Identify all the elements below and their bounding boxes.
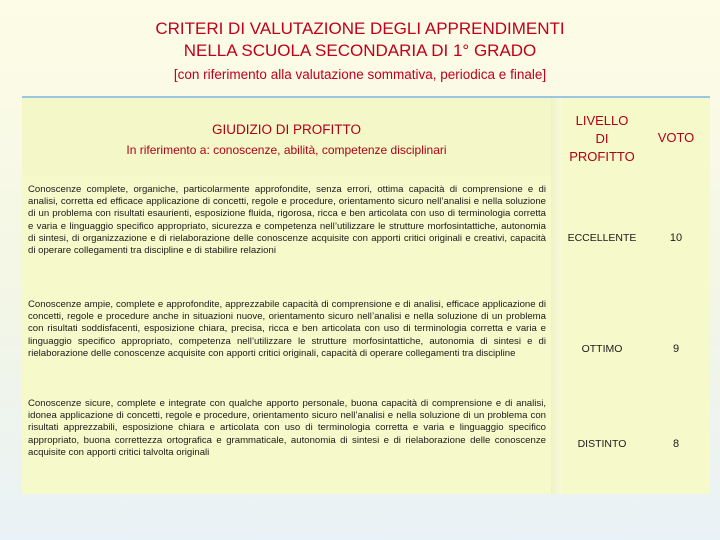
evaluation-table <box>22 96 710 494</box>
header-livello-line2: DI <box>595 131 609 146</box>
row-description: Conoscenze ampie, complete e approfondite, apprezzabile capacità di comprensione e di analisi, efficace applicazione di concetti, regole e procedure anche in situazioni nuove, orientamento sicuro nell’analisi e nella soluzione di un problema con risultati soddisfacenti, esposizione chiara, precisa, ricca e ben articolata con uso di terminologia corretta e varia e linguaggio specifico appropriato, competenza nell’utilizzare le strutture morfosintattiche, autonomia di sintesi e di rielaborazione delle conoscenze acquisite con apporti critici originali, capacità di operare collegamenti tra discipline <box>28 299 546 359</box>
header-livello <box>562 112 642 166</box>
column-divider <box>551 98 562 494</box>
row-level: DISTINTO <box>577 438 627 450</box>
row-level: OTTIMO <box>581 343 623 355</box>
page-subtitle: [con riferimento alla valutazione sommativa, periodica e finale] <box>173 67 547 82</box>
header-voto: VOTO <box>657 130 695 145</box>
page-title-line2: NELLA SCUOLA SECONDARIA DI 1° GRADO <box>183 41 537 60</box>
header-livello-line3: PROFITTO <box>569 149 635 164</box>
row-description: Conoscenze sicure, complete e integrate con qualche apporto personale, buona capacità di comprensione e di analisi, idonea applicazione di concetti, regole e procedure, orientamento sicuro nell’analisi e nella soluzione di un problema con risultati apprezzabili, esposizione chiara e articolata con uso di terminologia corretta e varia e linguaggio specifico appropriato, buona correttezza ortografica e grammaticale, autonomia di sintesi e di rielaborazione delle conoscenze acquisite con apporti critici talvolta originali <box>28 398 546 458</box>
header-giudizio: GIUDIZIO DI PROFITTO <box>211 122 361 137</box>
header-giudizio-cell <box>22 98 551 176</box>
row-level: ECCELLENTE <box>567 232 637 244</box>
header-riferimento: In riferimento a: conoscenze, abilità, competenze disciplinari <box>126 143 447 157</box>
row-vote: 10 <box>669 232 683 244</box>
page-title-line1: CRITERI DI VALUTAZIONE DEGLI APPRENDIMENTI <box>155 19 565 38</box>
header-livello-line1: LIVELLO <box>575 113 629 128</box>
row-vote: 8 <box>672 438 680 450</box>
row-description: Conoscenze complete, organiche, particolarmente approfondite, senza errori, ottima capacità di comprensione e di analisi, corretta ed efficace applicazione di concetti, regole e procedure, orientamento sicuro nell’analisi e nella soluzione di un problema con risultati esaurienti, esposizione fluida, rigorosa, ricca e ben articolata con uso di terminologia corretta e varia e linguaggio specifico appropriato, sicurezza e competenza nell’utilizzare le strutture morfosintattiche, autonomia di sintesi, di organizzazione e di rielaborazione delle conoscenze acquisite con apporti critici originali e creativi, capacità di operare collegamenti tra discipline e di stabilire relazioni <box>28 184 546 257</box>
row-vote: 9 <box>672 343 680 355</box>
